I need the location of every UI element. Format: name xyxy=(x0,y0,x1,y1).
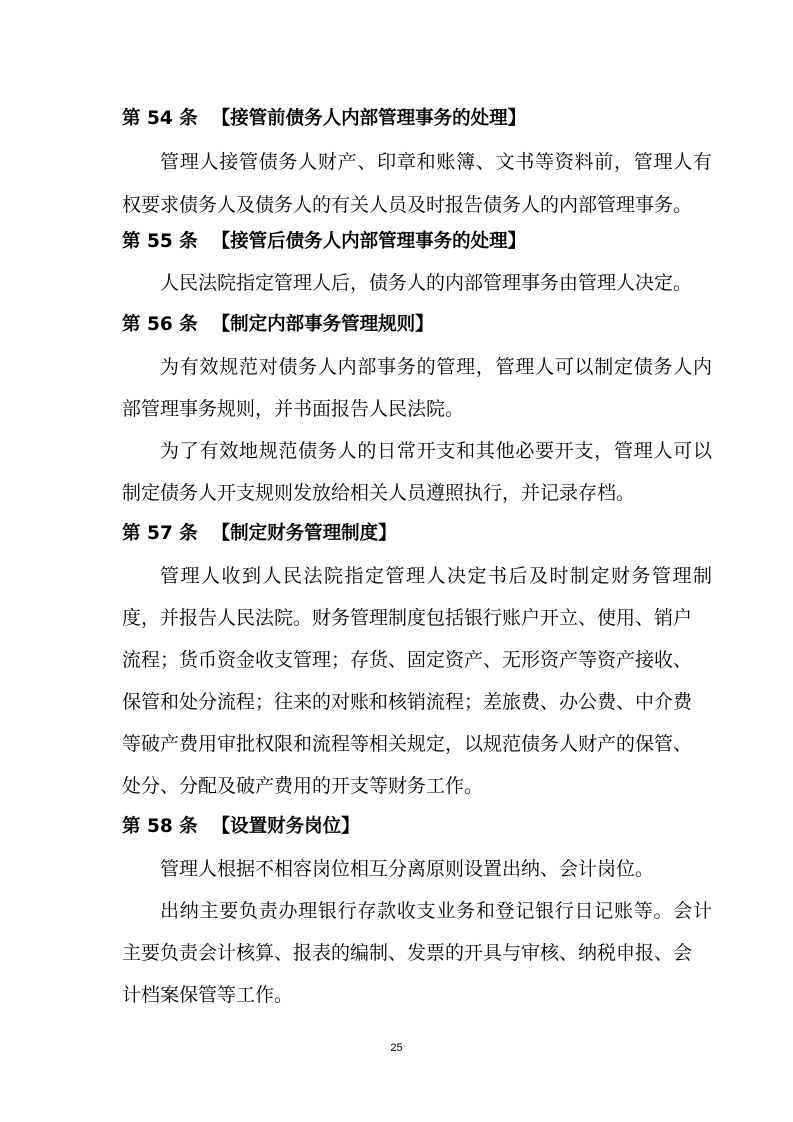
article-54-line-2: 权要求债务人及债务人的有关人员及时报告债务人的内部管理事务。 xyxy=(122,194,693,216)
article-57-line-5: 等破产费用审批权限和流程等相关规定，以规范债务人财产的保管、 xyxy=(122,733,693,755)
article-56-line-3: 为了有效地规范债务人的日常开支和其他必要开支，管理人可以 xyxy=(160,440,712,462)
article-57-line-2: 度，并报告人民法院。财务管理制度包括银行账户开立、使用、销户 xyxy=(122,607,693,629)
article-56-line-2: 部管理事务规则，并书面报告人民法院。 xyxy=(122,398,465,420)
article-55-line-1: 人民法院指定管理人后，债务人的内部管理事务由管理人决定。 xyxy=(160,272,693,294)
article-56-line-1: 为有效规范对债务人内部事务的管理，管理人可以制定债务人内 xyxy=(160,356,712,378)
article-55-title: 【接管后债务人内部管理事务的处理】 xyxy=(211,231,527,252)
article-57-line-1: 管理人收到人民法院指定管理人决定书后及时制定财务管理制 xyxy=(160,565,712,587)
article-57-number: 第 57 条 xyxy=(122,523,198,544)
article-57-line-4: 保管和处分流程；往来的对账和核销流程；差旅费、办公费、中介费 xyxy=(122,691,693,713)
article-57-title: 【制定财务管理制度】 xyxy=(211,523,397,544)
page-number: 25 xyxy=(390,1042,403,1054)
article-56-heading xyxy=(122,313,674,337)
article-55-heading xyxy=(122,230,674,254)
article-56-number: 第 56 条 xyxy=(122,314,198,335)
article-58-number: 第 58 条 xyxy=(122,816,198,837)
article-58-line-2: 出纳主要负责办理银行存款收支业务和登记银行日记账等。会计 xyxy=(160,900,712,922)
article-58-line-4: 计档案保管等工作。 xyxy=(122,984,294,1006)
article-56-title: 【制定内部事务管理规则】 xyxy=(211,314,434,335)
article-54-title: 【接管前债务人内部管理事务的处理】 xyxy=(211,108,527,129)
article-54-line-1: 管理人接管债务人财产、印章和账簿、文书等资料前，管理人有 xyxy=(160,151,712,173)
article-58-line-3: 主要负责会计核算、报表的编制、发票的开具与审核、纳税申报、会 xyxy=(122,942,693,964)
article-55-number: 第 55 条 xyxy=(122,231,198,252)
article-57-line-6: 处分、分配及破产费用的开支等财务工作。 xyxy=(122,775,484,797)
article-57-line-3: 流程；货币资金收支管理；存货、固定资产、无形资产等资产接收、 xyxy=(122,649,693,671)
article-54-heading xyxy=(122,107,674,131)
article-56-line-4: 制定债务人开支规则发放给相关人员遵照执行，并记录存档。 xyxy=(122,482,636,504)
article-58-line-1: 管理人根据不相容岗位相互分离原则设置出纳、会计岗位。 xyxy=(160,858,655,880)
article-58-title: 【设置财务岗位】 xyxy=(211,816,360,837)
article-57-heading xyxy=(122,522,674,546)
article-54-number: 第 54 条 xyxy=(122,108,198,129)
article-58-heading xyxy=(122,815,674,839)
